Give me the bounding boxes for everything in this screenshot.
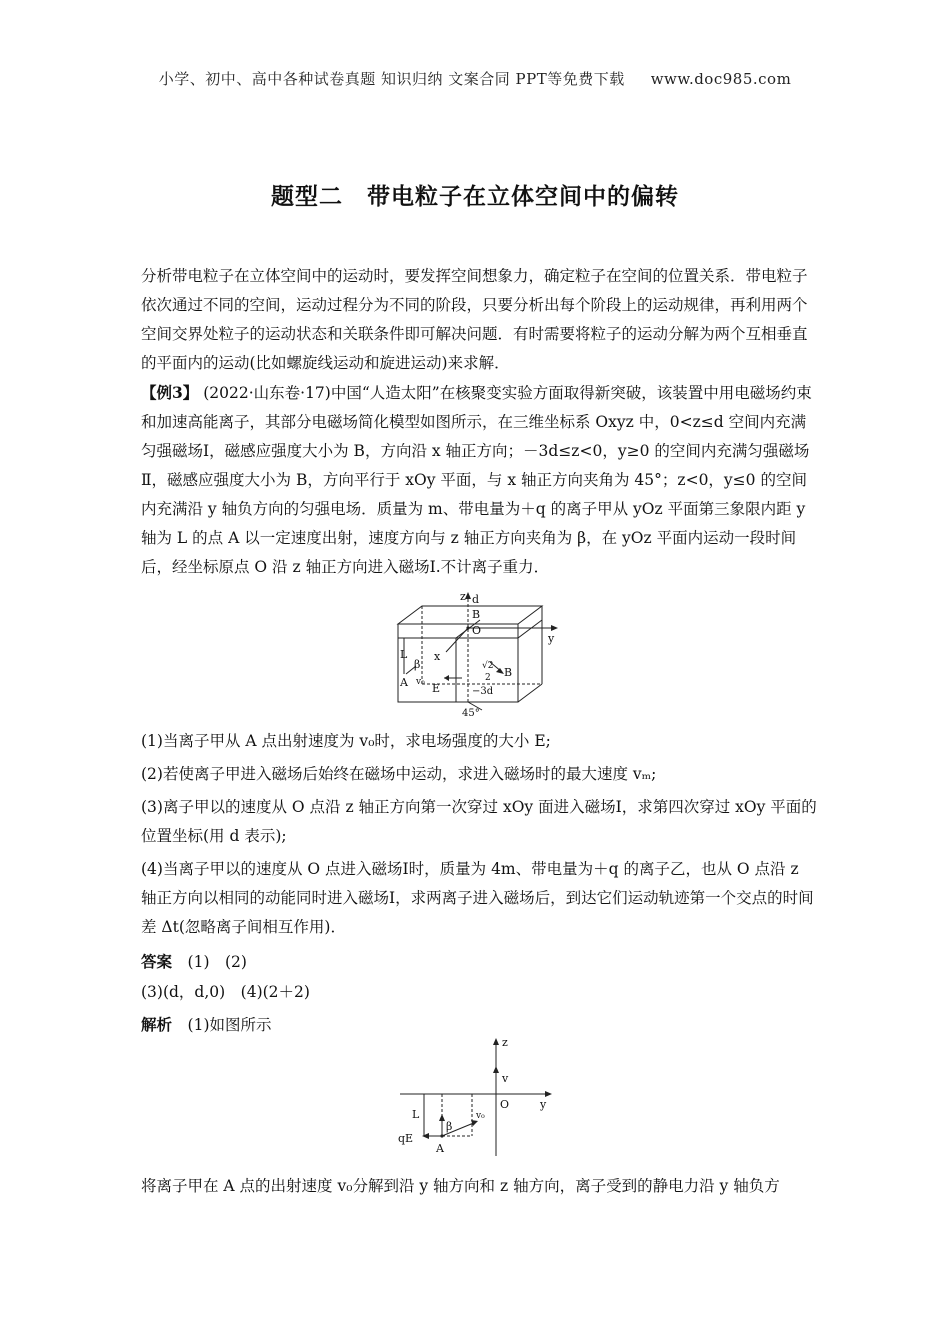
label-b2: B [504,666,513,679]
analysis-text: (1)如图所示 [187,1016,272,1034]
fig2-label-v: v [502,1072,509,1085]
example-paragraph [141,378,817,582]
label-e: E [432,682,441,695]
analysis-paragraph: 将离子甲在 A 点的出射速度 v₀分解到沿 y 轴方向和 z 轴方向，离子受到的静电力沿 y 轴负方 [141,1177,780,1195]
header-text: 小学、初中、高中各种试卷真题 知识归纳 文案合同 PPT等免费下载 [158,70,625,88]
intro-paragraph: 分析带电粒子在立体空间中的运动时，要发挥空间想象力，确定粒子在空间的位置关系．带电粒子依次通过不同的空间，运动过程分为不同的阶段，只要分析出每个阶段上的运动规律，再利用两个空间交界处粒子的运动状态和关联条件即可解决问题．有时需要将粒子的运动分解为两个互相垂直的平面内的运动(比如螺旋线运动和旋进运动)来求解． [141,267,808,372]
question-2: (2)若使离子甲进入磁场后始终在磁场中运动，求进入磁场时的最大速度 vₘ; [141,765,657,783]
example-tag: 【例3】 [141,383,199,402]
label-z: z [460,590,466,603]
example-text: (2022·山东卷·17)中国“人造太阳”在核聚变实验方面取得新突破，该装置中用电磁场约束和加速高能离子，其部分电磁场简化模型如图所示，在三维坐标系 Oxyz 中，0<z≤d 空间内充满匀强磁场Ⅰ，磁感应强度大小为 B，方向沿 x 轴正方向；－3d≤z<0，y≥0 的空间内充满匀强磁场Ⅱ，磁感应强度大小为 B，方向平行于 xOy 平面，与 x 轴正方向夹角为 45°；z<0，y≤0 的空间内充满沿 y 轴负方向的匀强电场．质量为 m、带电量为＋q 的离子甲从 yOz 平面第三象限内距 y 轴为 L 的点 A 以一定速度出射，速度方向与 z 轴正方向夹角为 β，在 yOz 平面内运动一段时间后，经坐标原点 O 沿 z 轴正方向进入磁场Ⅰ.不计离子重力． [141,384,812,576]
fig2-label-y: y [540,1098,547,1111]
label-y: y [548,632,555,645]
label-v0: v₀ [416,677,425,687]
label-x: x [434,650,441,663]
label-minus3d: −3d [472,686,494,697]
decomposition-diagram [396,1036,558,1158]
label-b: B [472,608,481,621]
fig2-label-o: O [500,1098,510,1111]
page-title: 题型二 带电粒子在立体空间中的偏转 [271,183,679,210]
label-beta: β [414,658,421,671]
label-45deg: 45° [462,708,480,719]
fig2-label-qe: qE [398,1132,414,1145]
fig2-label-v0: v₀ [476,1111,485,1121]
label-d: d [472,593,480,606]
question-3: (3)离子甲以的速度从 O 点沿 z 轴正方向第一次穿过 xOy 面进入磁场Ⅰ，求第四次穿过 xOy 平面的位置坐标(用 d 表示); [141,798,817,845]
field-diagram [392,590,562,720]
label-sqrt2: √2 [482,661,494,671]
header-site: www.doc985.com [650,70,792,88]
answer-line-2: (3)(d，d,0) (4)(2＋2) [141,983,310,1001]
label-a: A [400,676,408,689]
analysis-label: 解析 [141,1015,173,1034]
fig2-label-a: A [436,1142,444,1155]
question-1: (1)当离子甲从 A 点出射速度为 v₀时，求电场强度的大小 E; [141,732,551,750]
answer-label: 答案 [141,952,173,971]
answer-line-1 [141,947,247,977]
label-l: L [400,648,408,661]
answer-text-1: (1) (2) [187,953,247,971]
analysis-line [141,1010,272,1040]
label-two: 2 [485,673,491,683]
fig2-label-z: z [502,1036,508,1049]
question-4: (4)当离子甲以的速度从 O 点进入磁场Ⅰ时，质量为 4m、带电量为＋q 的离子乙，也从 O 点沿 z 轴正方向以相同的动能同时进入磁场Ⅰ，求两离子进入磁场后，到达它们运动轨迹第一个交点的时间差 Δt(忽略离子间相互作用)． [141,860,814,936]
fig2-label-l: L [412,1108,420,1121]
label-o: O [472,624,482,637]
page-header [0,68,950,89]
fig2-label-beta: β [446,1120,453,1133]
